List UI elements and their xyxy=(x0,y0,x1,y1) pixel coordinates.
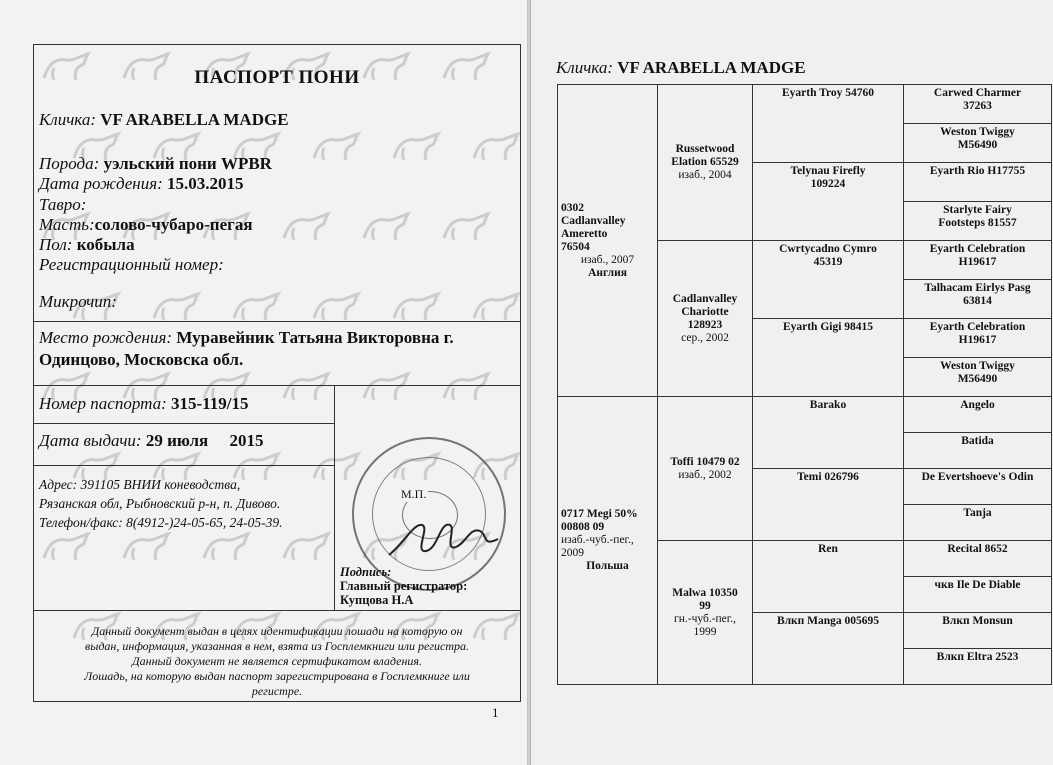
pedigree-gen4-10: Batida xyxy=(904,433,1052,469)
pedigree-gen4-4: Starlyte Fairy Footsteps 81557 xyxy=(904,202,1052,241)
signature-scrawl xyxy=(384,513,504,563)
pedigree-gen4-12: Tanja xyxy=(904,505,1052,541)
name-field: Кличка: VF ARABELLA MADGE xyxy=(39,110,289,129)
passport-title: ПАСПОРТ ПОНИ xyxy=(194,67,360,88)
pedigree-gen4-8: Weston Twiggy M56490 xyxy=(904,358,1052,397)
pedigree-gen4-9: Angelo xyxy=(904,397,1052,433)
breed-field: Порода: уэльский пони WPBR xyxy=(39,154,272,173)
pedigree-gen4-3: Eyarth Rio H17755 xyxy=(904,163,1052,202)
pedigree-gen4-6: Talhacam Eirlys Pasg 63814 xyxy=(904,280,1052,319)
birthplace-field: Место рождения: Муравейник Татьяна Викторовна г. xyxy=(39,328,454,347)
page-number: 1 xyxy=(492,705,499,720)
pedigree-sire-sire: Russetwood Elation 65529 изаб., 2004 xyxy=(658,85,753,241)
pedigree-gen3-4: Eyarth Gigi 98415 xyxy=(753,319,904,397)
dob-field: Дата рождения: 15.03.2015 xyxy=(39,174,244,193)
pedigree-dam-sire: Toffi 10479 02 изаб., 2002 xyxy=(658,397,753,541)
pedigree-dam: 0717 Megi 50% 00808 09 изаб.-чуб.-пег., 2009 Польша xyxy=(558,397,658,685)
pedigree-sire: 0302 Cadlanvalley Ameretto 76504 изаб., 2007 Англия xyxy=(558,85,658,397)
registration-field: Регистрационный номер: xyxy=(39,255,224,274)
sex-field: Пол: кобыла xyxy=(39,235,135,254)
pedigree-gen4-13: Recital 8652 xyxy=(904,541,1052,577)
birthplace-field-cont: Одинцово, Московска обл. xyxy=(39,350,244,369)
pedigree-gen4-15: Влкп Monsun xyxy=(904,613,1052,649)
passport-number-field: Номер паспорта: 315-119/15 xyxy=(39,394,249,413)
color-field: Масть:солово-чубаро-пегая xyxy=(39,215,253,234)
pedigree-gen3-8: Влкп Manga 005695 xyxy=(753,613,904,685)
pedigree-right-page xyxy=(531,0,1053,765)
pedigree-gen4-14: чкв Ile De Diable xyxy=(904,577,1052,613)
address-block: Адрес: 391105 ВНИИ коневодства, Рязанская обл, Рыбновский р-н, п. Дивово. Телефон/факс: 8(4912-)24-05-65, 24-05-39. xyxy=(39,477,283,530)
pedigree-name: Кличка: VF ARABELLA MADGE xyxy=(556,58,806,77)
pedigree-gen3-2: Telynau Firefly 109224 xyxy=(753,163,904,241)
pedigree-gen4-2: Weston Twiggy M56490 xyxy=(904,124,1052,163)
pedigree-dam-dam: Malwa 10350 99 гн.-чуб.-пег., 1999 xyxy=(658,541,753,685)
microchip-field: Микрочип: xyxy=(39,292,117,311)
pedigree-gen4-5: Eyarth Celebration H19617 xyxy=(904,241,1052,280)
pedigree-gen3-1: Eyarth Troy 54760 xyxy=(753,85,904,163)
pedigree-gen3-7: Ren xyxy=(753,541,904,613)
pedigree-sire-dam: Cadlanvalley Chariotte 128923 сер., 2002 xyxy=(658,241,753,397)
stamp-label: М.П. xyxy=(401,487,427,501)
pedigree-gen3-5: Barako xyxy=(753,397,904,469)
pedigree-gen4-7: Eyarth Celebration H19617 xyxy=(904,319,1052,358)
signature-block: Подпись: Главный регистратор: Купцова Н.А xyxy=(340,565,468,607)
disclaimer-footer: Данный документ выдан в целях идентификации лошади на которую он выдан, информация, указанная в нем, взята из Госплемкниги или регистра. Данный документ не является сертификатом владения. Лошадь, на которую выдан паспорт зарегистрирована в Госплемкниге или регистре. xyxy=(84,624,470,698)
pedigree-gen3-3: Cwrtycadno Cymro 45319 xyxy=(753,241,904,319)
passport-frame xyxy=(33,44,521,702)
pedigree-gen4-11: De Evertshoeve's Odin xyxy=(904,469,1052,505)
pedigree-gen4-1: Carwed Charmer 37263 xyxy=(904,85,1052,124)
pedigree-table xyxy=(557,84,1052,685)
brand-field: Тавро: xyxy=(39,195,87,214)
pedigree-gen4-16: Влкп Eltra 2523 xyxy=(904,649,1052,685)
pedigree-gen3-6: Temi 026796 xyxy=(753,469,904,541)
issue-date-field: Дата выдачи: 29 июля 2015 xyxy=(39,431,264,450)
